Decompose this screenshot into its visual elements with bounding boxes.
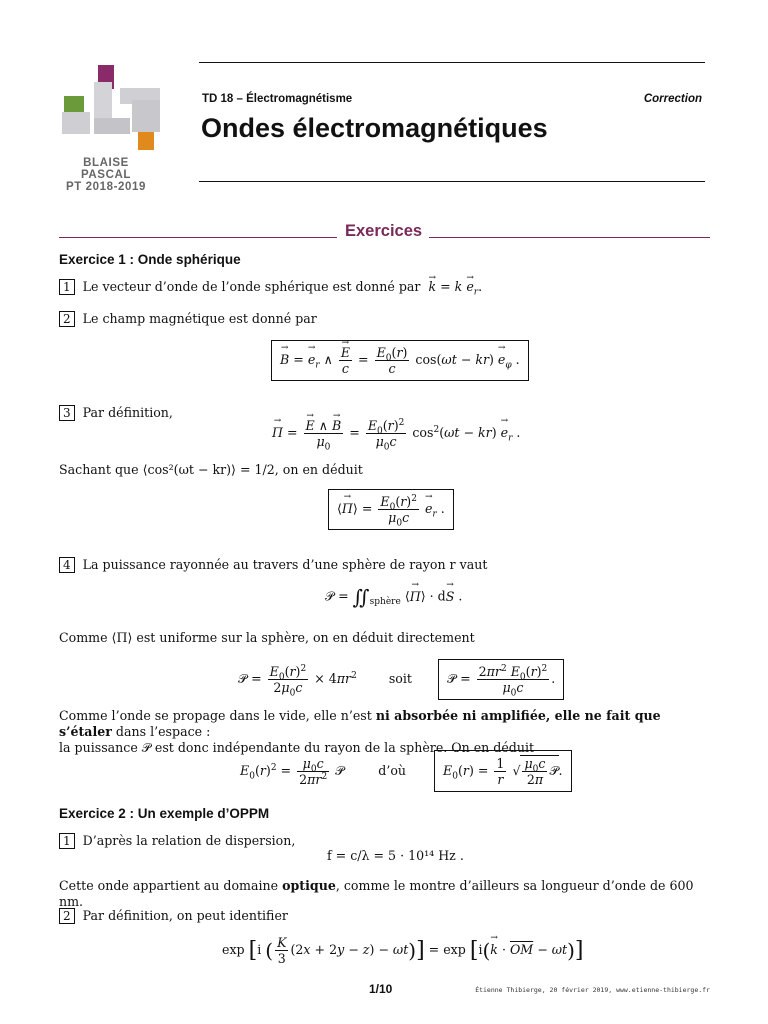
dou-word: d’où (378, 763, 407, 778)
ex1-q2-equation: → B = → $e_r$ ∧ → $\frac{E}{c}$ = $\frac{E_0(r)}{c}$ $\cos(\omega t - kr) \to e_\varphi$ . (271, 340, 529, 381)
ex1-q4-uniform: Comme ⟨Π⟩ est uniforme sur la sphère, on en déduit directement (59, 630, 475, 645)
ex1-q1 (59, 279, 709, 298)
header-top-rule (199, 62, 705, 63)
ex2-q1-after (59, 878, 709, 910)
para-text: dans l’espace : (115, 724, 211, 739)
page-title: Ondes électromagnétiques (201, 113, 548, 143)
school-logo (58, 60, 170, 193)
ex2-q2 (59, 908, 709, 924)
para-bold: optique (282, 878, 336, 893)
ex1-q3-after: Sachant que ⟨cos²(ωt − kr)⟩ = 1/2, on en déduit (59, 462, 363, 477)
question-number: 2 (59, 908, 75, 924)
soit-word: soit (388, 671, 412, 686)
footer-credit: Étienne Thibierge, 20 février 2019, www.etienne-thibierge.fr (475, 986, 710, 994)
section-heading (59, 222, 710, 242)
ex1-q3-equation: → Π = → $\frac{E \wedge \to B}{\mu_0}$ = $\frac{E_0(r)^2}{\mu_0c}$ $\cos^2(\omega t - kr) \to e_r$ . (272, 418, 520, 449)
ex1-q4-paragraph (59, 708, 709, 756)
logo-graphic (58, 60, 170, 152)
ex1-q1-math: → $k = k \to e_r$. (424, 279, 482, 294)
ex2-q1-text: D’après la relation de dispersion, (82, 833, 296, 848)
ex2-q1 (59, 833, 709, 849)
ex1-q4-power: 𝒫 = $\frac{E_0(r)^2}{2\mu_0c}$ × $4\pi r^2$ soit 𝒫 = $\frac{2\pi r^2 E_0(r)^2}{\mu_0c}$ . (238, 659, 564, 700)
ex1-q3-result: ⟨→ Π⟩ = $\frac{E_0(r)^2}{\mu_0c}$ → $e_r$ . (328, 489, 454, 530)
ex1-q4 (59, 557, 709, 573)
ex1-q2-text: Le champ magnétique est donné par (82, 311, 317, 326)
logo-year: PT 2018-2019 (65, 181, 147, 193)
td-label: TD 18 – Électromagnétisme (202, 93, 353, 105)
para-text: Comme l’onde se propage dans le vide, elle n’est (59, 708, 372, 723)
ex2-q1-eq-text: f = c/λ = 5 · 10¹⁴ Hz . (327, 848, 464, 863)
section-title: Exercices (345, 222, 423, 240)
question-number: 4 (59, 557, 75, 573)
ex1-q4-text: La puissance rayonnée au travers d’une sphère de rayon r vaut (82, 557, 488, 572)
exercise-1-title: Exercice 1 : Onde sphérique (59, 252, 241, 267)
ex1-q1-text: Le vecteur d’onde de l’onde sphérique est donné par (82, 279, 421, 294)
ex2-q2-text: Par définition, on peut identifier (82, 908, 288, 923)
para-bold: ni absorbée ni amplifiée, elle ne fait que s’étaler (59, 708, 661, 739)
para-text: , comme le montre d’ailleurs sa longueur d’onde de 600 nm. (59, 878, 694, 909)
header-bottom-rule (199, 181, 705, 182)
ex1-q3-text: Par définition, (82, 405, 173, 420)
question-number: 3 (59, 405, 75, 421)
ex2-q2-equation: exp [i ( $\frac{K}{3}$ $(2x + 2y - z) - \omega t)] = \exp [i(\to k \cdot \overline{OM} - \omega t)]$ (222, 935, 584, 966)
question-number: 2 (59, 311, 75, 327)
section-rule-right (429, 237, 710, 238)
integral-domain: sphère (369, 597, 401, 608)
para-text: la puissance 𝒫 est donc indépendante du rayon de la sphère. On en déduit (59, 740, 535, 755)
section-rule-left (59, 237, 337, 238)
ex1-q4-integral: 𝒫 = $∬_{sphère}$ ⟨→ Π⟩ · d→ S . (325, 585, 462, 609)
exercise-2-title: Exercice 2 : Un exemple d’OPPM (59, 806, 270, 821)
page-number: 1/10 (369, 982, 393, 996)
logo-school-name: BLAISE PASCAL (80, 157, 132, 181)
ex2-q1-equation (327, 848, 464, 863)
ex1-q2 (59, 311, 709, 327)
question-number: 1 (59, 833, 75, 849)
question-number: 1 (59, 279, 75, 295)
ex1-q4-final: $E_0(r)^2$ = $\frac{\mu_0c}{2\pi r^2}$ 𝒫 d’où $E_0(r)$ = $\frac{1}{r}$ √ $\frac{\mu_0c}{2\pi}$ 𝒫. (240, 750, 572, 792)
para-text: Cette onde appartient au domaine (59, 878, 279, 893)
correction-label: Correction (643, 93, 702, 105)
